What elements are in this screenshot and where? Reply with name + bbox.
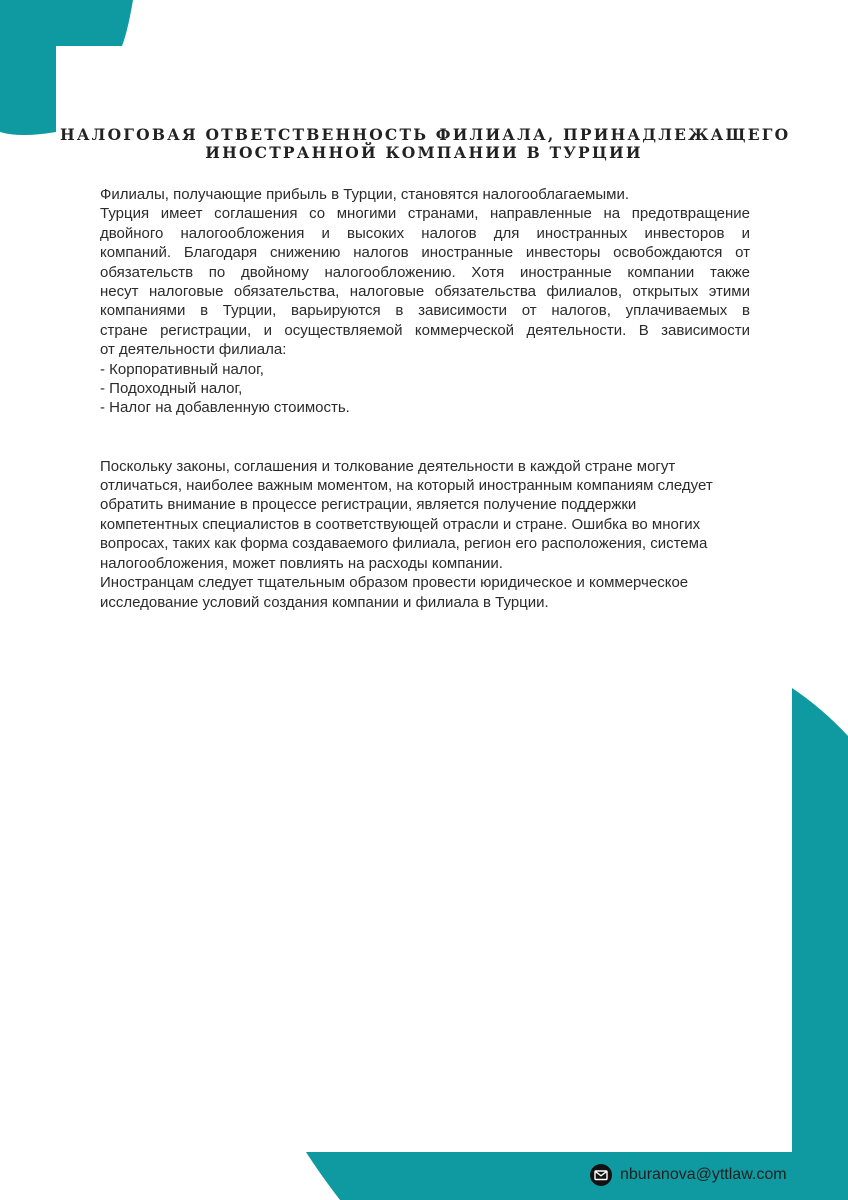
paragraph-spacer bbox=[100, 437, 750, 456]
footer-contact bbox=[590, 1164, 787, 1186]
paragraph-2-line: Поскольку законы, соглашения и толкование деятельности в каждой стране могут bbox=[100, 457, 676, 475]
paragraph-2-line: вопросах, таких как форма создаваемого филиала, регион его расположения, система bbox=[100, 535, 708, 553]
paragraph-1-line: двойного налогообложения и высоких налогов для иностранных инвесторов и bbox=[100, 224, 750, 242]
top-left-teal-shape bbox=[0, 0, 140, 140]
document-body bbox=[100, 185, 750, 612]
paragraph-1-line: Филиалы, получающие прибыль в Турции, становятся налогооблагаемыми. bbox=[100, 186, 630, 203]
paragraph-1-line: несут налоговые обязательства, налоговые обязательства филиалов, открытых этими bbox=[100, 283, 750, 301]
title-line-2: ИНОСТРАННОЙ КОМПАНИИ В ТУРЦИИ bbox=[205, 143, 643, 162]
paragraph-2-line: Иностранцам следует тщательным образом провести юридическое и коммерческое bbox=[100, 574, 689, 592]
tax-list-item: - Подоходный налог, bbox=[100, 380, 243, 398]
paragraph-1-line: стране регистрации, и осуществляемой коммерческой деятельности. В зависимости bbox=[100, 321, 750, 339]
tax-list-item: - Корпоративный налог, bbox=[100, 360, 264, 378]
paragraph-2-line: налогообложения, может повлиять на расходы компании. bbox=[100, 554, 503, 572]
envelope-icon bbox=[590, 1164, 612, 1186]
paragraph-1-line: от деятельности филиала: bbox=[100, 341, 287, 359]
paragraph-2-line: обратить внимание в процессе регистрации, является получение поддержки bbox=[100, 496, 637, 514]
paragraph-2-line: компетентных специалистов в соответствующей отрасли и стране. Ошибка во многих bbox=[100, 515, 701, 533]
paragraph-2-line: отличаться, наиболее важным моментом, на который иностранным компаниям следует bbox=[100, 477, 713, 495]
email-link[interactable]: nburanova@yttlaw.com bbox=[620, 1166, 787, 1183]
paragraph-spacer bbox=[100, 418, 750, 437]
page-title bbox=[60, 125, 791, 162]
paragraph-1-line: Турция имеет соглашения со многими странами, направленные на предотвращение bbox=[100, 205, 750, 223]
paragraph-2-line: исследование условий создания компании и филиала в Турции. bbox=[100, 593, 549, 611]
tax-list-item: - Налог на добавленную стоимость. bbox=[100, 399, 350, 417]
title-line-1: НАЛОГОВАЯ ОТВЕТСТВЕННОСТЬ ФИЛИАЛА, ПРИНАДЛЕЖАЩЕГО bbox=[60, 125, 791, 144]
paragraph-1-line: компаниями в Турции, варьируются в зависимости от налогов, уплачиваемых в bbox=[100, 302, 750, 320]
paragraph-1-line: компаний. Благодаря снижению налогов иностранные инвесторы освобождаются от bbox=[100, 244, 750, 262]
right-teal-band bbox=[788, 688, 848, 1200]
paragraph-1-line: обязательств по двойному налогообложению. Хотя иностранные компании также bbox=[100, 263, 750, 281]
